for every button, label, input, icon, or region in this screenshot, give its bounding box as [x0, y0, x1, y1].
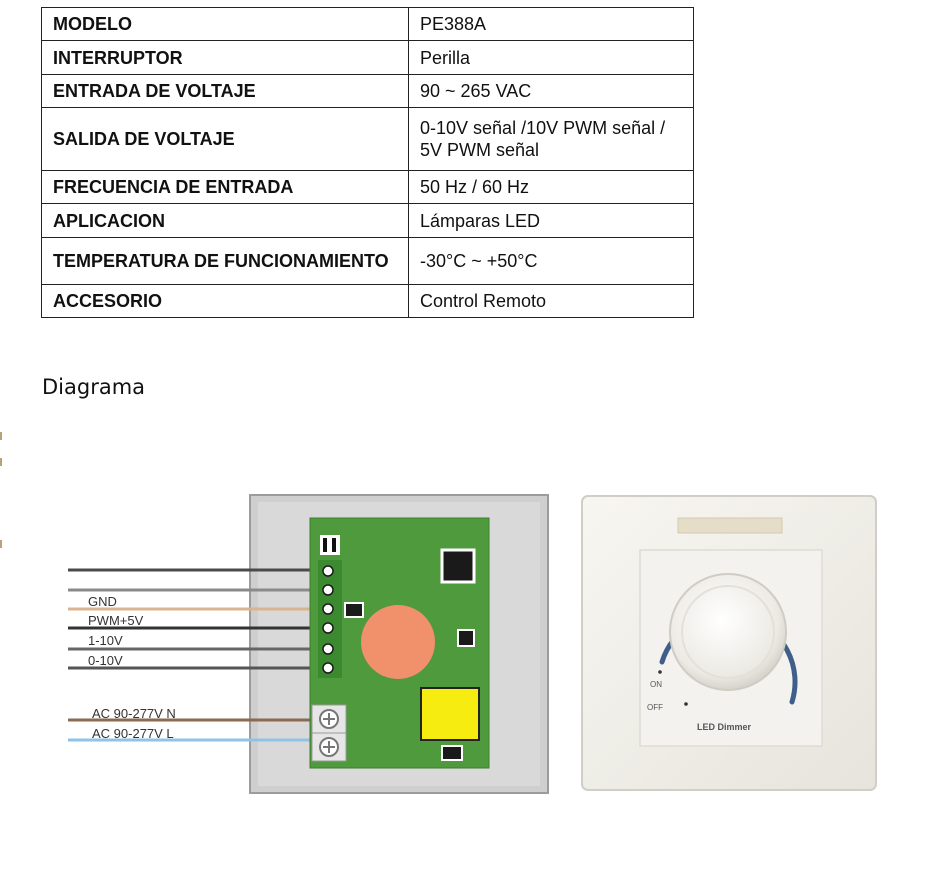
- label-on: ON: [650, 680, 662, 689]
- label-0-10v: 0-10V: [88, 653, 123, 668]
- table-row: [42, 41, 694, 75]
- spec-value: -30°C ~ +50°C: [409, 238, 694, 285]
- ic-chip: [442, 550, 474, 582]
- label-led-dimmer: LED Dimmer: [697, 722, 752, 732]
- pcb-board: [310, 518, 489, 768]
- wiring-diagram: [0, 420, 940, 820]
- label-ac-n: AC 90-277V N: [92, 706, 176, 721]
- spec-value: 0-10V señal /10V PWM señal / 5V PWM señal: [409, 108, 694, 171]
- diagram-title: Diagrama: [42, 375, 146, 399]
- spec-value: Lámparas LED: [409, 204, 694, 238]
- spec-key: FRECUENCIA DE ENTRADA: [42, 171, 409, 204]
- label-ac-l: AC 90-277V L: [92, 726, 174, 741]
- label-gnd: GND: [88, 594, 117, 609]
- indicator-window: [678, 518, 782, 533]
- label-1-10v: 1-10V: [88, 633, 123, 648]
- spec-value: PE388A: [409, 8, 694, 41]
- table-row: [42, 171, 694, 204]
- table-row: [42, 204, 694, 238]
- spec-key: SALIDA DE VOLTAJE: [42, 108, 409, 171]
- spec-key: MODELO: [42, 8, 409, 41]
- table-row: [42, 75, 694, 108]
- spec-value: 50 Hz / 60 Hz: [409, 171, 694, 204]
- spec-key: ACCESORIO: [42, 285, 409, 318]
- label-pwm5v: PWM+5V: [88, 613, 144, 628]
- spec-key: ENTRADA DE VOLTAJE: [42, 75, 409, 108]
- spec-value: 90 ~ 265 VAC: [409, 75, 694, 108]
- spec-key: TEMPERATURA DE FUNCIONAMIENTO: [42, 238, 409, 285]
- table-row: [42, 285, 694, 318]
- table-row: [42, 8, 694, 41]
- label-off: OFF: [647, 703, 663, 712]
- dimmer-knob[interactable]: [670, 574, 786, 690]
- spec-value: Control Remoto: [409, 285, 694, 318]
- dimmer-plate: [582, 496, 876, 790]
- spec-key: APLICACION: [42, 204, 409, 238]
- spec-table: [41, 7, 694, 318]
- table-row: [42, 238, 694, 285]
- ac-terminal: [312, 705, 346, 761]
- spec-value: Perilla: [409, 41, 694, 75]
- potentiometer: [361, 605, 435, 679]
- spec-key: INTERRUPTOR: [42, 41, 409, 75]
- capacitor: [421, 688, 479, 740]
- table-row: [42, 108, 694, 171]
